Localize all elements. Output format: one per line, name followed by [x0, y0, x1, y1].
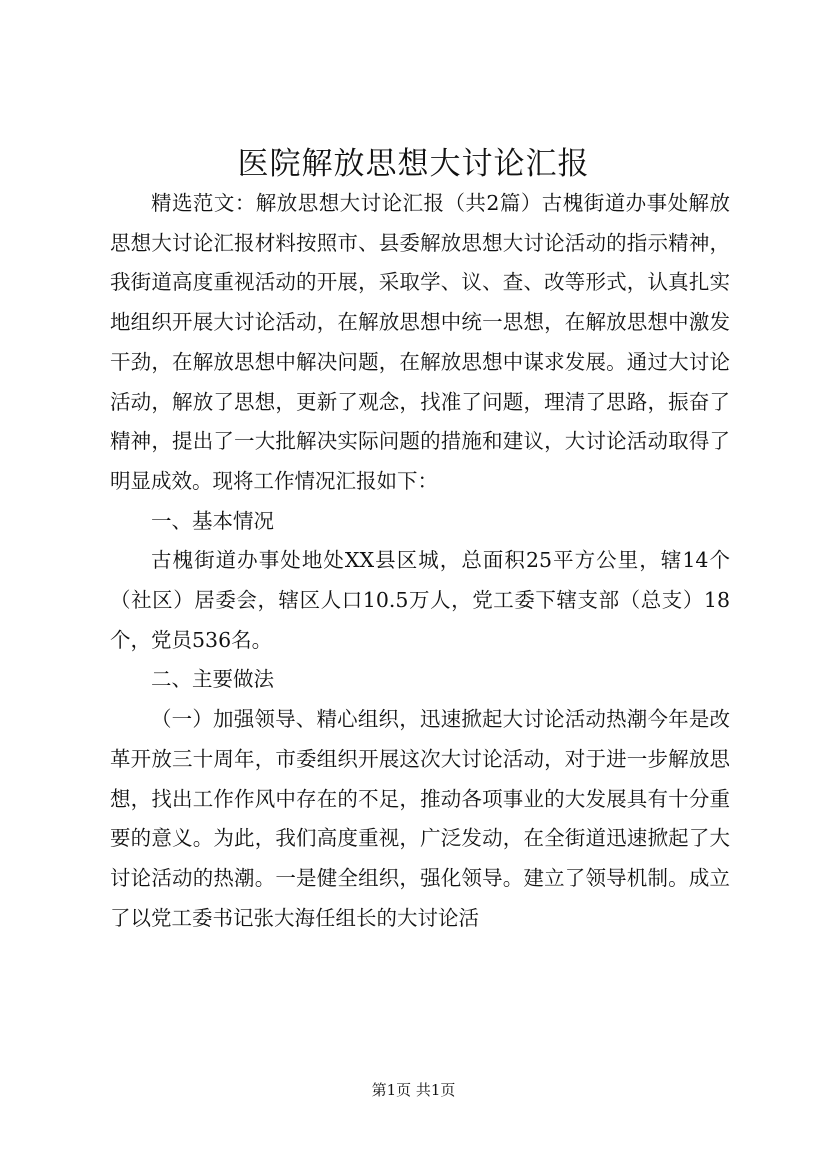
section-heading-main-methods: 二、主要做法: [151, 667, 274, 692]
page-footer: 第1页 共1页: [371, 1081, 456, 1099]
paragraph-intro: 精选范文：解放思想大讨论汇报（共2篇）古槐街道办事处解放思想大讨论汇报材料按照市、县委解放思想大讨论活动的指示精神，我街道高度重视活动的开展，采取学、议、查、改等形式，认真扎实地组织开展大讨论活动，在解放思想中统一思想，在解放思想中激发干劲，在解放思想中解决问题，在解放思想中谋求发展。通过大讨论活动，解放了思想，更新了观念，找准了问题，理清了思路，振奋了精神，提出了一大批解决实际问题的措施和建议，大讨论活动取得了明显成效。现将工作情况汇报如下：: [110, 191, 730, 493]
document-body: [110, 184, 730, 938]
paragraph-main-methods: （一）加强领导、精心组织，迅速掀起大讨论活动热潮今年是改革开放三十周年，市委组织开展这次大讨论活动，对于进一步解放思想，找出工作作风中存在的不足，推动各项事业的大发展具有十分重要的意义。为此，我们高度重视，广泛发动，在全街道迅速掀起了大讨论活动的热潮。一是健全组织，强化领导。建立了领导机制。成立了以党工委书记张大海任组长的大讨论活: [110, 707, 730, 930]
section-heading-basic-situation: 一、基本情况: [151, 508, 274, 533]
paragraph-basic-situation: 古槐街道办事处地处XX县区城，总面积25平方公里，辖14个（社区）居委会，辖区人口10.5万人，党工委下辖支部（总支）18个，党员536名。: [110, 548, 730, 652]
document-title: 医院解放思想大讨论汇报: [237, 146, 590, 182]
